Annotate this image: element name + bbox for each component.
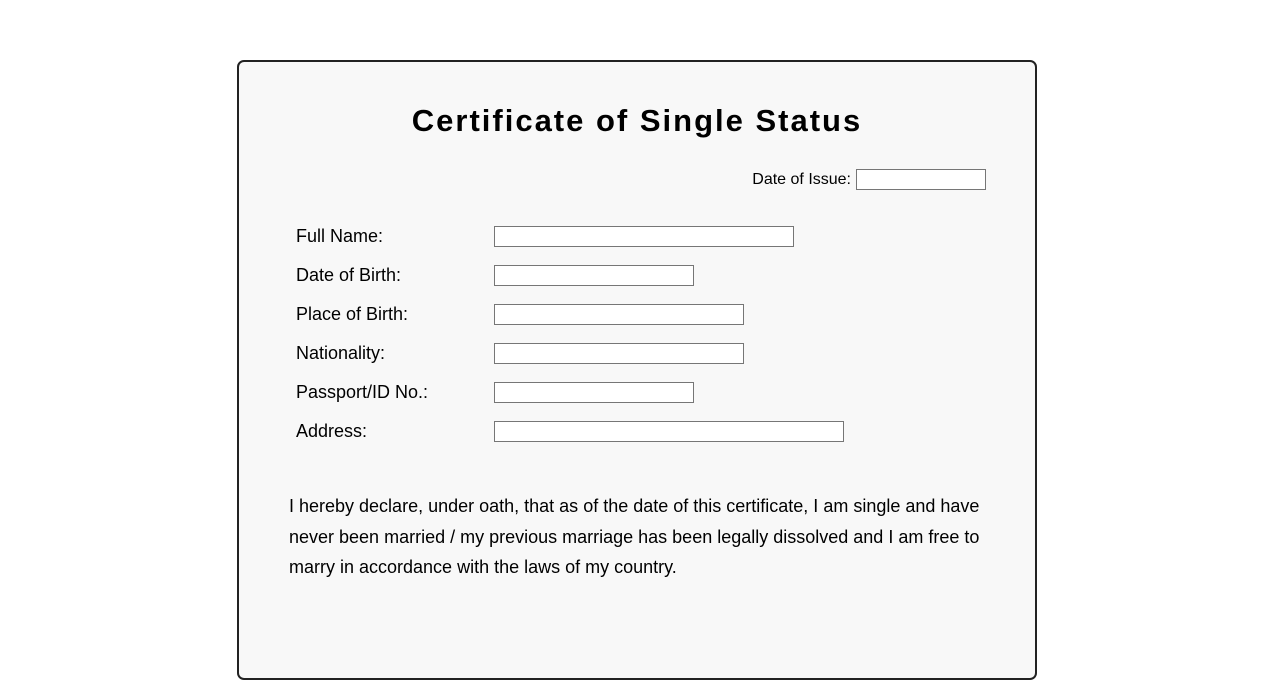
date-of-issue-label: Date of Issue: [752, 170, 851, 188]
certificate-title: Certificate of Single Status [411, 103, 863, 138]
place-of-birth-label: Place of Birth: [296, 303, 409, 324]
date-of-birth-row [296, 264, 694, 286]
nationality-input[interactable] [494, 343, 744, 364]
date-of-birth-label: Date of Birth: [296, 264, 402, 285]
declaration-text: I hereby declare, under oath, that as of the date of this certificate, I am single and have never been married / my previous marriage has been legally dissolved and I am free to marry in accordance with the laws of my country. [289, 496, 980, 577]
certificate-panel [237, 60, 1037, 680]
place-of-birth-input[interactable] [494, 304, 744, 325]
date-of-birth-input[interactable] [494, 265, 694, 286]
address-input[interactable] [494, 421, 844, 442]
address-label: Address: [296, 420, 368, 441]
date-of-issue-input[interactable] [856, 169, 986, 190]
nationality-label: Nationality: [296, 342, 386, 363]
full-name-input[interactable] [494, 226, 794, 247]
address-row [296, 420, 844, 442]
passport-id-row [296, 381, 694, 403]
date-of-issue-row [752, 169, 986, 190]
full-name-label: Full Name: [296, 225, 384, 246]
passport-id-input[interactable] [494, 382, 694, 403]
nationality-row [296, 342, 744, 364]
passport-id-label: Passport/ID No.: [296, 381, 429, 402]
full-name-row [296, 225, 794, 247]
place-of-birth-row [296, 303, 744, 325]
